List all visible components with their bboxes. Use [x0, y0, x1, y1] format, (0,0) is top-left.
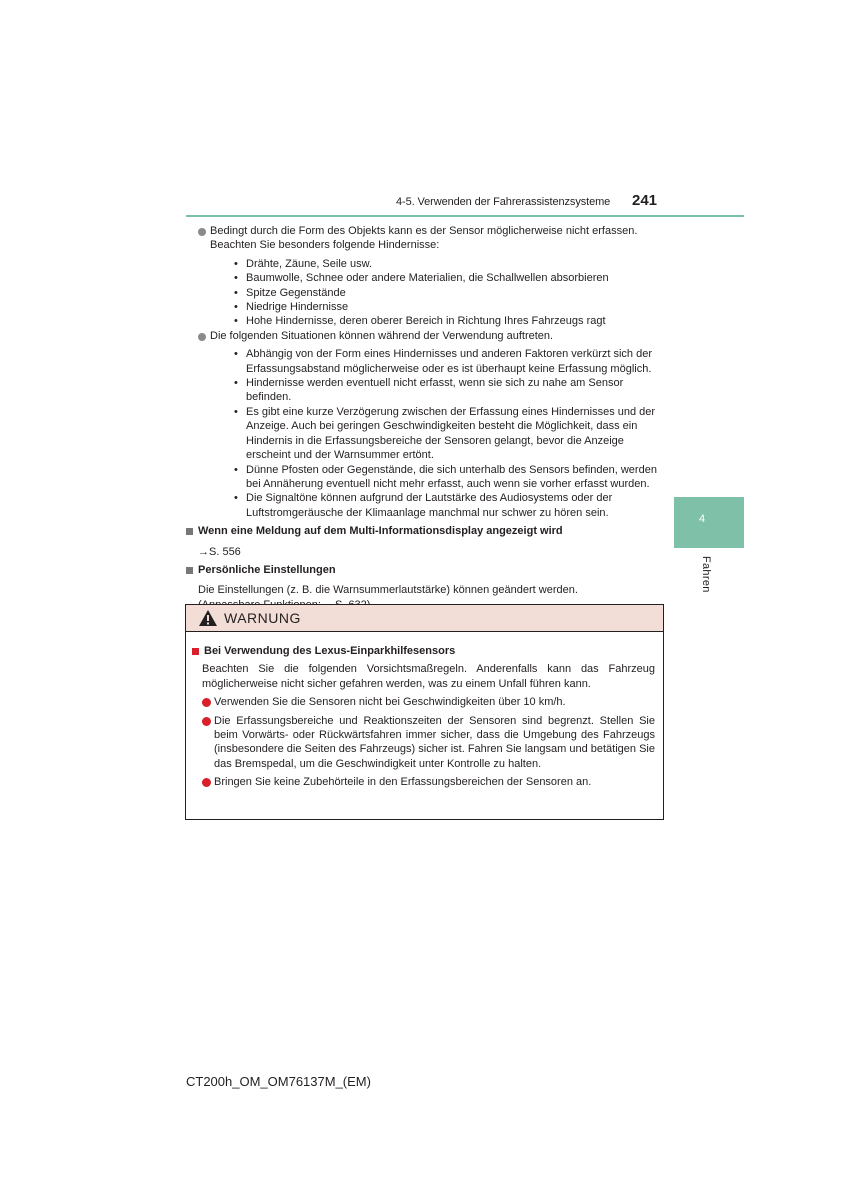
warning-intro: Beachten Sie die folgenden Vorsichtsmaßregeln. Anderenfalls kann das Fahrzeug möglicherweise nicht sicher gefahren werden, was zu einem Unfall führen kann. [202, 663, 655, 690]
sub-list [234, 347, 664, 520]
red-bullet-icon [202, 698, 211, 707]
header-rule [186, 215, 744, 217]
list-item: • Baumwolle, Schnee oder andere Materialien, die Schallwellen absorbieren [234, 272, 609, 285]
red-bullet-icon [202, 717, 211, 726]
warning-bullet-text: Bringen Sie keine Zubehörteile in den Erfassungsbereichen der Sensoren an. [214, 776, 592, 789]
list-item-text: Drähte, Zäune, Seile usw. [246, 257, 372, 270]
bullet-dot-icon [198, 333, 206, 341]
warning-box [185, 604, 664, 820]
bullet-dot-icon [198, 228, 206, 236]
square-bullet-icon [186, 567, 193, 574]
page-number: 241 [632, 192, 658, 209]
list-item-text: Baumwolle, Schnee oder andere Materialien, die Schallwellen absorbieren [246, 272, 609, 285]
list-item-text: Dünne Pfosten oder Gegenstände, die sich unterhalb des Sensors befinden, werden bei Annäherung eventuell nicht mehr erfasst, auch wenn sie vorher erfasst wurden. [246, 463, 657, 490]
list-item: • Abhängig von der Form eines Hindernisses und anderen Faktoren verkürzt sich der Erfassungsabstand möglicherweise oder es ist überhaupt keine Erfassung möglich. [234, 348, 652, 375]
warning-bullet-text: Die Erfassungsbereiche und Reaktionszeiten der Sensoren sind begrenzt. Stellen Sie beim Vorwärts- oder Rückwärtsfahren immer sicher, dass die Umgebung des Fahrzeugs (insbesondere die Seiten des Fahrzeugs) sicher ist. Fahren Sie langsam und betätigen Sie das Bremspedal, um die Geschwindigkeit unter Kontrolle zu halten. [214, 714, 655, 770]
section-header-title: 4-5. Verwenden der Fahrerassistenzsysteme [396, 196, 611, 208]
red-bullet-icon [202, 778, 211, 787]
list-item: • Hohe Hindernisse, deren oberer Bereich in Richtung Ihres Fahrzeugs ragt [234, 315, 606, 328]
list-item-text: Es gibt eine kurze Verzögerung zwischen der Erfassung eines Hindernisses und der Anzeige. Auch bei geringen Geschwindigkeiten besteht die Möglichkeit, dass ein Hindernis in die Erfassungsbereiche der Sensoren gelangt, bevor die Anzeige erscheint und der Warnsummer ertönt. [246, 405, 656, 462]
warning-header [186, 605, 663, 632]
warning-bullet [192, 775, 655, 789]
warning-bullet-text: Verwenden Sie die Sensoren nicht bei Geschwindigkeiten über 10 km/h. [214, 696, 566, 709]
warning-section-heading-text: Bei Verwendung des Lexus-Einparkhilfesensors [204, 645, 456, 657]
cross-reference-link[interactable]: →S. 556 [198, 545, 241, 558]
chapter-tab[interactable] [674, 497, 744, 548]
intro-bullet [186, 329, 664, 520]
warning-bullet [192, 695, 655, 709]
warning-bullet [192, 714, 655, 772]
sub-list [234, 257, 664, 329]
section-heading-text: Persönliche Einstellungen [198, 563, 336, 576]
list-item: • Spitze Gegenstände [234, 286, 346, 299]
chapter-tab-label: Fahren [700, 556, 712, 593]
main-content [186, 224, 664, 612]
list-item: • Es gibt eine kurze Verzögerung zwischen der Erfassung eines Hindernisses und der Anzeige. Auch bei geringen Geschwindigkeiten besteht die Möglichkeit, dass ein Hindernis in die Erfassungsbereiche der Sensoren gelangt, bevor die Anzeige erscheint und der Warnsummer ertönt. [234, 405, 656, 462]
list-item: • Dünne Pfosten oder Gegenstände, die sich unterhalb des Sensors befinden, werden bei Annäherung eventuell nicht mehr erfasst, auch wenn sie vorher erfasst wurden. [234, 463, 657, 490]
section-heading [186, 524, 664, 538]
bullet-text: Die folgenden Situationen können während der Verwendung auftreten. [210, 329, 554, 342]
list-item-text: Die Signaltöne können aufgrund der Lautstärke des Audiosystems oder der Luftstromgeräusche der Klimaanlage manchmal nur schwer zu hören sein. [246, 492, 613, 519]
list-item-text: Hohe Hindernisse, deren oberer Bereich in Richtung Ihres Fahrzeugs ragt [246, 315, 606, 328]
warning-section-heading [192, 644, 655, 658]
list-item: • Drähte, Zäune, Seile usw. [234, 257, 372, 270]
warning-triangle-icon [198, 609, 218, 627]
list-item: • Die Signaltöne können aufgrund der Lautstärke des Audiosystems oder der Luftstromgeräusche der Klimaanlage manchmal nur schwer zu hören sein. [234, 492, 613, 519]
document-code: CT200h_OM_OM76137M_(EM) [186, 1074, 371, 1089]
bullet-text: Bedingt durch die Form des Objekts kann es der Sensor möglicherweise nicht erfassen. Beachten Sie besonders folgende Hindernisse: [210, 225, 638, 252]
intro-bullet [186, 224, 664, 329]
list-item-text: Abhängig von der Form eines Hindernisses und anderen Faktoren verkürzt sich der Erfassungsabstand möglicherweise oder es ist überhaupt keine Erfassung möglich. [246, 348, 652, 375]
red-square-icon [192, 648, 199, 655]
square-bullet-icon [186, 528, 193, 535]
section-heading [186, 563, 664, 577]
list-item-text: Spitze Gegenstände [246, 286, 346, 299]
list-item: • Hindernisse werden eventuell nicht erfasst, wenn sie sich zu nahe am Sensor befinden. [234, 377, 624, 404]
warning-label: WARNUNG [224, 610, 301, 626]
section-text: Die Einstellungen (z. B. die Warnsummerlautstärke) können geändert werden. [198, 584, 578, 597]
warning-body [186, 632, 663, 790]
list-item-text: Hindernisse werden eventuell nicht erfasst, wenn sie sich zu nahe am Sensor befinden. [246, 377, 624, 404]
chapter-tab-number: 4 [699, 513, 706, 525]
list-item: • Niedrige Hindernisse [234, 301, 349, 314]
section-heading-text: Wenn eine Meldung auf dem Multi-Informationsdisplay angezeigt wird [198, 525, 563, 538]
list-item-text: Niedrige Hindernisse [246, 301, 349, 314]
